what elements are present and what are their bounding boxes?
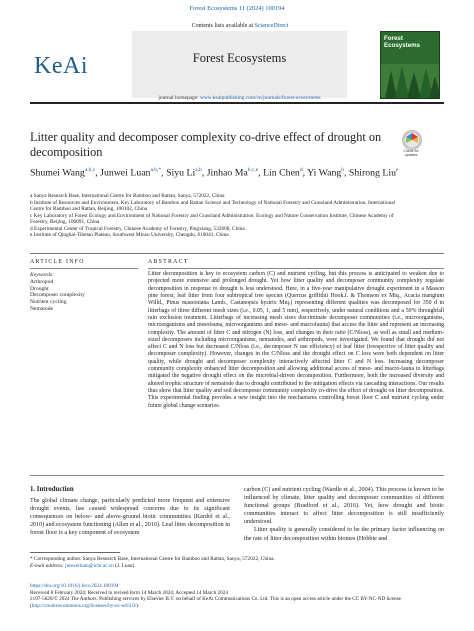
introduction-right-column <box>244 486 444 543</box>
license-prefix: 2197-5620/© 2024 The Authors. Publishing services by Elsevier B.V. on behalf of KeAi Communications Co. Ltd. This is an open access article under the CC BY-NC-ND license ( <box>30 596 401 609</box>
header-rule <box>30 102 444 104</box>
affiliation-b-cont: Centre for Bamboo and Rattan, Beijing, 100102, China <box>30 206 148 212</box>
abstract-text: Litter decomposition is key to ecosystem carbon (C) and nutrient cycling, but this process is anticipated to weaken due to projected more extensive and prolonged drought. Yet how litter quality and decomposer community complexity regulate decomposition in response to drought is less understood. Here, in a five-year manipulative drought experiment in a Masson pine forest, leaf litter from four subtropical tree species (Quercus griffithii Hook.f. & Thomson ex Miq., Acacia mangium Willd., Pinus massoniana Lamb., Castanopsis hystrix Miq.) representing different qualities was decomposed for 350 d in litterbags of three different mesh sizes (i.e., 0.05, 1, and 5 mm), respectively, under natural conditions and a 50% throughfall rain exclusion treatment. Litterbags of increasing mesh sizes discriminate decomposer communities (i.e., microorganisms, microorganisms and mesofauna, microorganisms and meso- and macrofauna) that access the litter and represent an increasing complexity. The amount of litter C and nitrogen (N) loss, and changes in their ratio (C/Nloss), as well as small and medium-sized decomposers including microorganisms, nematodes, and arthropods, were investigated. We found that drought did not affect C and N loss but decreased C/Nloss (i.e., decomposer N use efficiency) of leaf litter (irrespective of litter quality and decomposer complexity). However, changes in the C/Nloss and the drought effect on C loss were both dependent on litter quality, while drought and decomposer complexity interactively affected litter C and N loss. Increasing decomposer community complexity enhanced litter decomposition and allowing additional access of meso- and macro-fauna to litterbags mitigated the negative drought effect on the microbial-driven decomposition. Furthermore, both the increased diversity and altered trophic structure of nematode due to drought contributed to the mitigation effects via cascading interactions. Our results thus show that litter quality and soil decomposer community complexity co-drive the effect of drought on litter decomposition. This experimental finding provides a new insight into the mechanisms controlling forest floor C and nutrient cycling under future global change scenarios. <box>148 271 444 409</box>
author-affiliation-marker[interactable]: e <box>396 167 399 173</box>
keyword-item: Nematode <box>30 305 53 312</box>
homepage-link[interactable]: www.keaipublishing.com/cn/journals/forest-ecosystems <box>200 95 321 101</box>
introduction-paragraph-2: Litter quality is generally considered to be the primary factor influencing on the rate of litter decomposition within biomes (Hobbie and <box>244 527 444 542</box>
license-statement <box>30 596 444 609</box>
doi-link[interactable]: https://doi.org/10.1016/j.fecs.2024.100194 <box>30 583 119 589</box>
cover-forest-illustration <box>381 64 439 98</box>
article-info-rule <box>30 268 138 269</box>
abstract-heading: ABSTRACT <box>148 259 189 265</box>
journal-cover-image[interactable] <box>380 31 440 99</box>
affiliation-e: e Institute of Qinghai-Tibetan Plateau, Southwest Minzu University, Chengdu, 610041, China <box>30 232 229 238</box>
keyword-item: Arthropod <box>30 278 54 285</box>
author-affiliation-marker[interactable]: a,b,* <box>150 167 162 173</box>
journal-title[interactable]: Forest Ecosystems <box>192 51 287 65</box>
abstract-end-rule <box>30 475 444 476</box>
author-affiliation-marker[interactable]: a,b,c <box>84 167 96 173</box>
affiliation-d: d Experimental Center of Tropical Forestry, Chinese Academy of Forestry, Pingxiang, 532600, China <box>30 225 245 232</box>
keyword-item: Drought <box>30 285 49 292</box>
crossmark-icon <box>402 130 422 150</box>
keywords-label: Keywords: <box>30 272 55 278</box>
affiliation-c-cont: Forestry, Beijing, 100091, China <box>30 219 100 225</box>
journal-header-box <box>132 31 347 101</box>
keywords-block <box>30 272 138 313</box>
email-label: E-mail address: <box>30 562 66 569</box>
journal-homepage <box>132 95 347 101</box>
author-name[interactable]: Shumei Wang <box>30 167 85 179</box>
affiliation-c: c Key Laboratory of Forest Ecology and Environment of National Forestry and Grassland Administration, Ecology and Nature Conservation Institute, Chinese Academy of <box>30 212 394 219</box>
author-name[interactable]: Lin Chen <box>263 167 300 179</box>
keai-logo[interactable]: KeAi <box>34 53 88 79</box>
journal-banner <box>30 23 444 99</box>
introduction-left-column: The global climate change, particularly predicted more frequent and extensive drought events, has caused widespread concerns due to its significant consequences on below- and above-ground biotic communities (Kardol et al., 2010) and ecosystem functioning (Allen et al., 2010). Leaf litter decomposition in forest floor is a key component of ecosystem <box>30 498 230 537</box>
cover-title-line1: Forest <box>384 35 403 42</box>
author-name[interactable]: Junwei Luan <box>100 167 151 179</box>
email-link[interactable]: junweiluan@icbr.ac.cn <box>65 562 114 569</box>
section-rule <box>30 253 444 254</box>
contents-prefix: Contents lists available at <box>191 23 255 29</box>
homepage-prefix: journal homepage: <box>158 95 200 101</box>
keyword-item: Decomposer complexity <box>30 292 85 299</box>
footnote-line: * Corresponding author. Sanya Research Base, International Centre for Bamboo and Rattan, Sanya, 572022, China. <box>30 556 275 562</box>
email-suffix: (J. Luan). <box>113 562 136 569</box>
author-list: Shumei Wang$^{a,b,c}$, Junwei Luan$^{a,b,*}$, Siyu Li$^{a,b}$, Jinhao Ma$^{b,c,e}$, Lin Chen$^d$, Yi Wang$^b$, Shirong Liu$^e$ <box>30 167 399 179</box>
footnote-email-line <box>30 563 444 570</box>
author-name[interactable]: Yi Wang <box>307 167 342 179</box>
footnote-rule <box>30 552 120 553</box>
author-affiliation-marker[interactable]: d <box>299 167 303 173</box>
cover-title-line2: Ecosystems <box>384 42 421 49</box>
affiliation-a: a Sanya Research Base, International Centre for Bamboo and Rattan, Sanya, 572022, China <box>30 193 225 199</box>
affiliation-b: b Institute of Resources and Environment, Key Laboratory of Bamboo and Rattan Science and Technology of National Forestry and Grassland Administration, International <box>30 199 396 206</box>
publication-info <box>30 583 444 609</box>
corresponding-author-footnote <box>30 556 444 569</box>
author-affiliation-marker[interactable]: b <box>341 167 344 173</box>
affiliations <box>30 193 444 239</box>
license-link[interactable]: http://creativecommons.org/licenses/by-nc-nd/4.0/ <box>31 602 137 609</box>
introduction-heading: 1. Introduction <box>30 486 74 493</box>
abstract-rule <box>148 268 444 269</box>
article-info-heading: ARTICLE INFO <box>30 259 85 265</box>
license-suffix: ). <box>136 602 140 609</box>
crossmark-label: Check for updates <box>403 149 419 158</box>
received-dates: Received 8 February 2024; Received in revised form 14 March 2024; Accepted 14 March 2024 <box>30 589 228 596</box>
author-name[interactable]: Shirong Liu <box>348 167 396 179</box>
running-head[interactable]: Forest Ecosystems 11 (2024) 100194 <box>189 5 285 12</box>
author-name[interactable]: Siyu Li <box>166 167 196 179</box>
article-title: Litter quality and decomposer complexity co-drive effect of drought on decomposition <box>30 130 382 159</box>
check-for-updates-button[interactable] <box>398 130 424 158</box>
cover-title <box>384 35 420 49</box>
contents-line <box>160 23 320 29</box>
author-name[interactable]: Jinhao Ma <box>206 167 248 179</box>
sciencedirect-link[interactable]: ScienceDirect <box>254 23 289 29</box>
keyword-item: Nutrient cycling <box>30 299 67 306</box>
author-affiliation-marker[interactable]: b,c,e <box>247 167 259 173</box>
author-affiliation-marker[interactable]: a,b <box>195 167 202 173</box>
introduction-paragraph-1: carbon (C) and nutrient cycling (Wardle et al., 2004). This process is known to be influenced by climate, litter quality and decomposer communities of different functional groups (Bradford et al., 2016). Yet, how drought and biotic communities interact to affect litter decomposition is still insufficiently understood. <box>244 487 444 526</box>
